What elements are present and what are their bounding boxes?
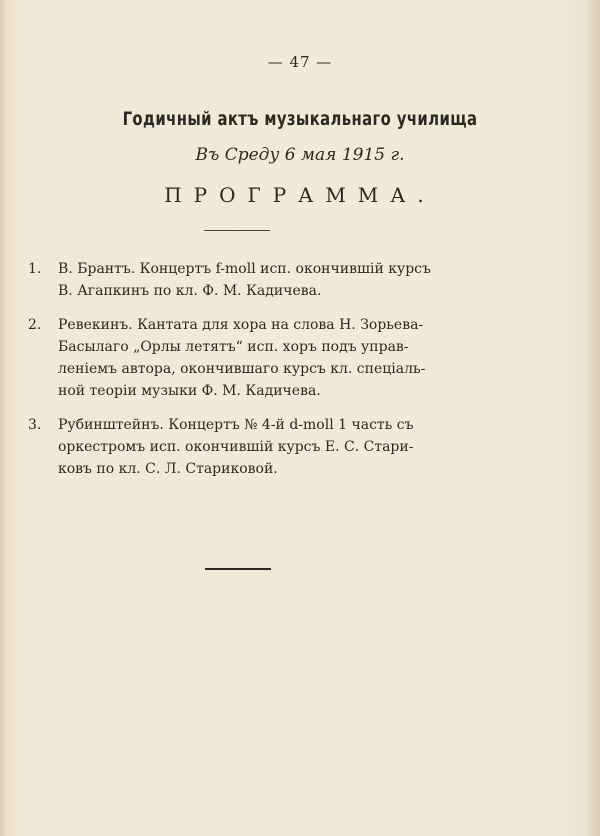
program-item-line: В. Агапкинъ по кл. Ф. М. Кадичева. <box>58 283 322 299</box>
program-item-line: леніемъ автора, окончившаго курсъ кл. спеціаль- <box>58 361 426 377</box>
closing-rule <box>205 568 271 570</box>
program-item-line: Рубинштейнъ. Концертъ № 4-й d-moll 1 часть съ <box>58 417 414 433</box>
document-subtitle: Въ Среду 6 мая 1915 г. <box>195 145 405 165</box>
document-title: Годичный актъ музыкальнаго училища <box>122 108 478 130</box>
program-item-line: Ревекинъ. Кантата для хора на слова Н. Зорьева- <box>58 317 424 333</box>
program-item-text <box>58 414 448 480</box>
divider-rule <box>204 230 270 231</box>
program-heading: ПРОГРАММА. <box>164 183 436 207</box>
program-item <box>28 258 448 302</box>
program-item <box>28 314 448 402</box>
program-item <box>28 414 448 480</box>
program-item-line: ной теоріи музыки Ф. М. Кадичева. <box>58 383 321 399</box>
program-item-number: 2. <box>28 317 42 333</box>
program-item-text <box>58 314 448 402</box>
program-item-line: Басылаго „Орлы летятъ“ исп. хоръ подъ управ- <box>58 339 409 355</box>
program-item-line: ковъ по кл. С. Л. Стариковой. <box>58 461 278 477</box>
program-item-text <box>58 258 448 302</box>
program-item-line: В. Брантъ. Концертъ f-moll исп. окончившій курсъ <box>58 261 431 277</box>
program-item-number: 1. <box>28 261 42 277</box>
page-number: — 47 — <box>267 53 333 71</box>
program-item-line: оркестромъ исп. окончившій курсъ Е. С. Стари- <box>58 439 414 455</box>
program-item-number: 3. <box>28 417 42 433</box>
program-list <box>28 258 448 492</box>
